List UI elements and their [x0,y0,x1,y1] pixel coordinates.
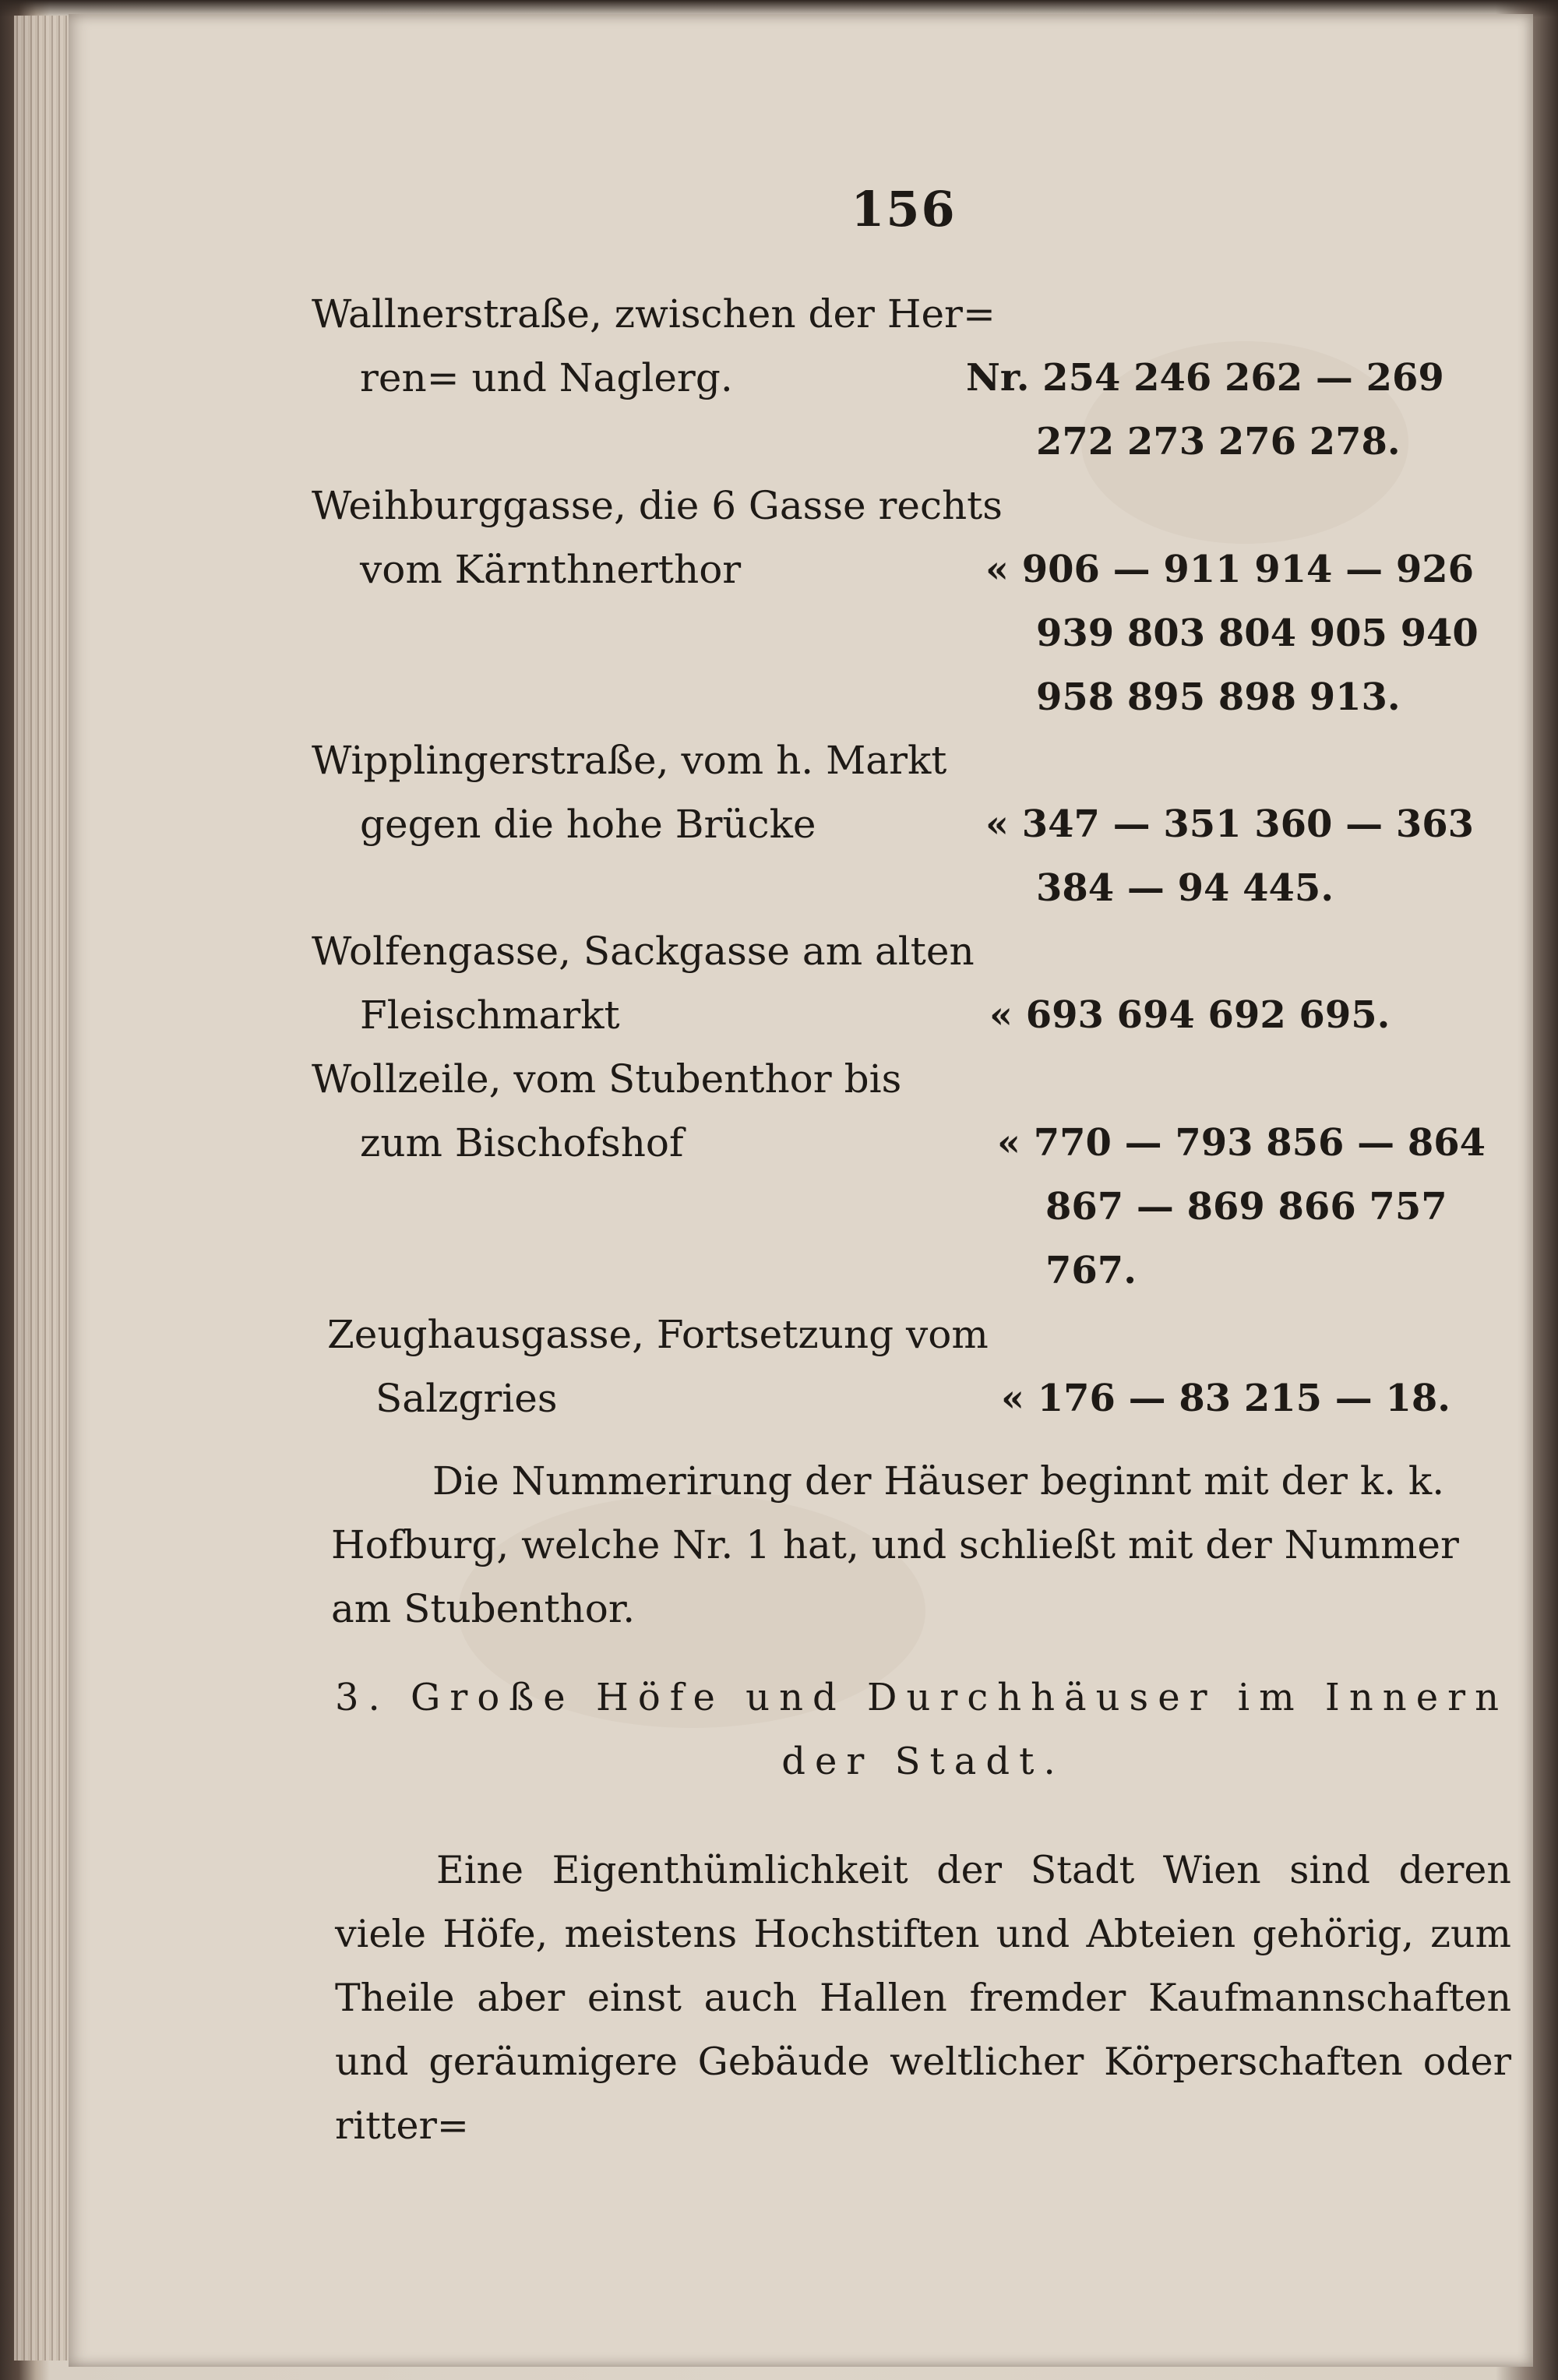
house-numbers-line: 958 895 898 913. [1036,675,1401,719]
street-name-line: Wollzeile, vom Stubenthor bis [312,1056,902,1102]
section-paragraph [335,1839,1511,2158]
numbering-note [331,1449,1515,1641]
house-numbers-line: Nr. 254 246 262 — 269 [966,356,1444,400]
street-name-line: Wipplingerstraße, vom h. Markt [312,738,947,783]
house-numbers-line: 867 — 869 866 757 [1045,1185,1447,1229]
street-name-line: Fleischmarkt [360,993,620,1038]
street-name-line: gegen die hohe Brücke [360,802,816,847]
section-heading [335,1666,1511,1793]
house-numbers-line: 272 273 276 278. [1036,420,1401,464]
house-numbers-line: « 176 — 83 215 — 18. [1001,1377,1450,1420]
house-numbers-line: « 693 694 692 695. [989,993,1391,1037]
street-name-line: Weihburggasse, die 6 Gasse rechts [312,483,1003,528]
page-stack-edges [14,16,69,2361]
street-name-line: Salzgries [375,1376,558,1421]
section-heading-line: 3. Große Höfe und Durchhäuser im Innern [335,1676,1508,1719]
house-numbers [985,538,1531,729]
house-numbers-line: 384 — 94 445. [1036,866,1334,910]
street-entry-name [312,919,975,1047]
street-entry-name [312,474,1003,601]
section-paragraph-text: Eine Eigenthümlichkeit der Stadt Wien sind deren viele Höfe, meistens Hochstiften und Abteien gehörig, zum Theile aber einst auch Hallen fremder Kaufmannschaften und geräumigere Gebäude weltlicher Körperschaften oder ritter= [335,1848,1511,2148]
house-numbers-line: « 347 — 351 360 — 363 [985,802,1475,846]
page-number: 156 [851,181,957,238]
street-entry-name [312,1047,958,1175]
house-numbers [966,346,1511,474]
house-numbers [985,792,1531,920]
street-entry-name [312,282,996,410]
street-name-line: zum Bischofshof [360,1120,684,1165]
house-numbers-line: « 770 — 793 856 — 864 [997,1121,1486,1165]
street-name-line: Wolfengasse, Sackgasse am alten [312,929,975,974]
house-numbers-line: 939 803 804 905 940 [1036,612,1479,655]
house-numbers-line: 767. [1045,1249,1137,1292]
house-numbers [989,983,1535,1047]
street-name-line: Zeughausgasse, Fortsetzung vom [327,1312,989,1357]
house-numbers [1001,1366,1546,1430]
street-entry-name [312,728,958,856]
street-name-line: ren= und Naglerg. [360,355,733,400]
numbering-note-text: Die Nummerirung der Häuser beginnt mit der k. k. Hofburg, welche Nr. 1 hat, und schließt mit der Nummer am Stubenthor. [331,1458,1459,1631]
section-heading-line: der Stadt. [781,1740,1065,1783]
street-entry-name [327,1303,989,1430]
street-name-line: vom Kärnthnerthor [360,547,742,592]
house-numbers [997,1111,1542,1303]
street-name-line: Wallnerstraße, zwischen der Her= [312,291,996,337]
house-numbers-line: « 906 — 911 914 — 926 [985,548,1475,591]
